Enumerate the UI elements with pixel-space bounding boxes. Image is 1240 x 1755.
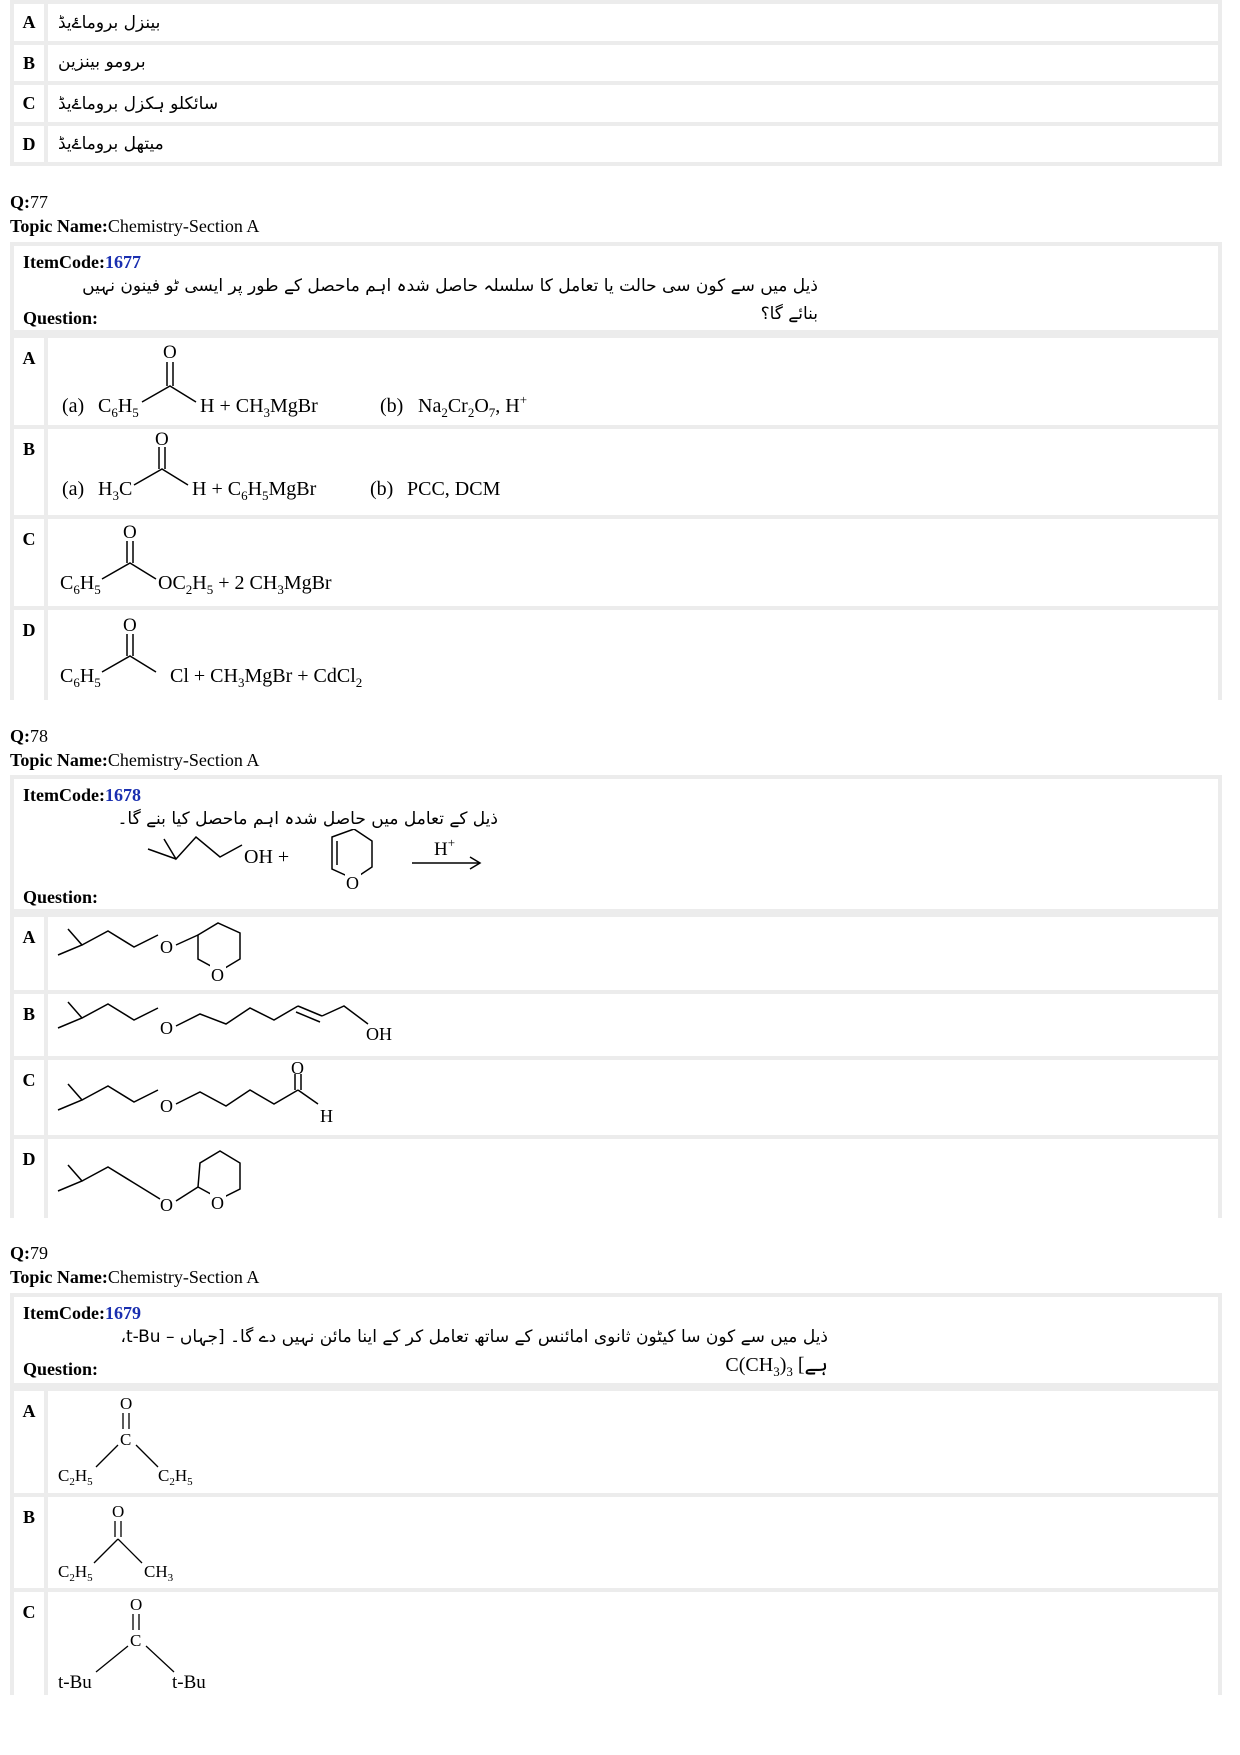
question-label: Question: <box>23 308 99 328</box>
svg-text:C: C <box>130 1631 142 1650</box>
q77-option-d[interactable] <box>14 610 1218 700</box>
svg-text:O: O <box>160 1195 173 1215</box>
question-label: Question: <box>23 1359 99 1379</box>
svg-text:OH: OH <box>366 1024 392 1044</box>
svg-text:(b): (b) <box>370 478 394 500</box>
svg-text:(a): (a) <box>62 478 85 500</box>
q78-question-box <box>10 775 1222 913</box>
topic-label: Topic Name: <box>10 1267 108 1287</box>
option-letter: A <box>22 1401 36 1421</box>
svg-text:O: O <box>155 429 169 450</box>
option-text: میتھل بروماۓیڈ <box>58 134 164 154</box>
svg-text:CH3: $CH_3$ <box>144 1562 174 1584</box>
question-text: ذیل میں سے کون سا کیٹون ثانوی امائنس کے ساتھ تعامل کر کے اینا مائن نہیں دے گا۔ [جہاں – t-Bu، ہے] $C(CH_3)_3$ <box>120 1327 828 1379</box>
item-code: ItemCode:1679 <box>23 1303 141 1323</box>
q78-header <box>10 724 259 772</box>
svg-text:H+: H+ <box>434 835 456 860</box>
svg-text:C6H5: $C_6H_5$ <box>60 665 101 690</box>
svg-text:O: O <box>160 1018 173 1038</box>
option-structure <box>50 1592 1220 1695</box>
q-number: 77 <box>30 192 48 212</box>
q-number-label: Q: <box>10 726 30 746</box>
q79-question-box <box>10 1293 1222 1387</box>
option-letter: D <box>22 1149 36 1169</box>
q79-option-a[interactable] <box>14 1391 1218 1493</box>
option-structure <box>50 1139 1220 1218</box>
option-structure <box>50 338 1220 425</box>
q78-option-a[interactable] <box>14 917 1218 990</box>
topic-name: Chemistry-Section A <box>107 1267 260 1287</box>
q-number-label: Q: <box>10 1243 30 1263</box>
option-structure <box>50 429 1220 515</box>
option-letter: A <box>22 12 36 32</box>
option-structure <box>50 1391 1220 1493</box>
q78-option-c[interactable] <box>14 1060 1218 1135</box>
svg-text:H + CH3MgBr: $H + CH_3MgBr$ <box>200 395 318 420</box>
q79-options <box>10 1387 1222 1695</box>
svg-text:Na2Cr2O7, H+: $Na_2Cr_2O_7$, H+ <box>418 392 528 420</box>
question-text: ذیل میں سے کون سی حالت یا تعامل کا سلسلہ حاصل شدہ اہم ماحصل کے طور پر ایسی ٹو فینون نہیں بنائے گا؟ <box>82 276 818 324</box>
svg-text:C2H5: $C_2H_5$ <box>58 1466 93 1488</box>
q76-options <box>10 0 1222 166</box>
option-letter: A <box>22 927 36 947</box>
q-number: 78 <box>30 726 48 746</box>
svg-text:O: O <box>123 522 137 543</box>
svg-text:O: O <box>211 1193 224 1213</box>
svg-text:t-Bu: t-Bu <box>58 1672 92 1693</box>
option-structure <box>50 917 1220 990</box>
q78-options <box>10 913 1222 1218</box>
option-letter: D <box>22 620 36 640</box>
svg-text:O: O <box>346 873 359 893</box>
q76-option-c[interactable] <box>14 85 1218 122</box>
question-text: ذیل کے تعامل میں حاصل شدہ اہم ماحصل کیا بنے گا۔ <box>117 809 498 829</box>
q76-option-d[interactable] <box>14 126 1218 162</box>
option-text: برومو بینزین <box>58 52 146 72</box>
q77-options <box>10 334 1222 700</box>
option-letter: B <box>22 53 35 73</box>
topic-label: Topic Name: <box>10 216 108 236</box>
svg-text:t-Bu: t-Bu <box>172 1672 206 1693</box>
option-letter: C <box>22 93 36 113</box>
svg-text:C2H5: $C_2H_5$ <box>58 1562 93 1584</box>
svg-text:O: O <box>163 342 177 363</box>
option-text: سائکلو ہکزل بروماۓیڈ <box>58 94 219 114</box>
svg-text:OC2H5 + 2 CH3MgBr: $OC_2H_5 + 2$ $CH_3MgBr$ <box>158 572 332 597</box>
svg-text:C2H5: $C_2H_5$ <box>158 1466 193 1488</box>
topic-label: Topic Name: <box>10 750 108 770</box>
option-letter: B <box>22 439 35 459</box>
q77-option-b[interactable] <box>14 429 1218 515</box>
svg-text:O: O <box>112 1502 125 1521</box>
option-letter: A <box>22 348 36 368</box>
option-structure <box>50 1060 1220 1135</box>
q76-option-b[interactable] <box>14 45 1218 81</box>
q79-header <box>10 1241 259 1289</box>
svg-text:OH +: OH + <box>244 846 290 868</box>
item-code: ItemCode:1677 <box>23 252 141 272</box>
svg-text:O: O <box>120 1394 133 1413</box>
option-structure <box>50 994 1220 1056</box>
q-number-label: Q: <box>10 192 30 212</box>
svg-text:C6H5: $C_6H_5$ <box>60 572 101 597</box>
option-letter: B <box>22 1507 35 1527</box>
q77-option-a[interactable] <box>14 338 1218 425</box>
topic-name: Chemistry-Section A <box>107 216 260 236</box>
q78-option-b[interactable] <box>14 994 1218 1056</box>
q78-option-d[interactable] <box>14 1139 1218 1218</box>
option-letter: C <box>22 1602 36 1622</box>
svg-text:(a): (a) <box>62 395 85 417</box>
svg-text:PCC, DCM: PCC, DCM <box>407 478 501 500</box>
q76-option-a[interactable] <box>14 4 1218 41</box>
svg-text:O: O <box>130 1595 143 1614</box>
option-text: بینزل بروماۓیڈ <box>58 13 161 33</box>
svg-text:C6H5: $C_6H_5$ <box>98 395 139 420</box>
q-number: 79 <box>30 1243 48 1263</box>
option-letter: D <box>22 134 36 154</box>
q79-option-b[interactable] <box>14 1497 1218 1588</box>
option-letter: C <box>22 1070 36 1090</box>
option-structure <box>50 519 1220 606</box>
q77-header <box>10 190 259 238</box>
svg-text:H + C6H5MgBr: $H + C_6H_5MgBr$ <box>192 478 317 503</box>
option-letter: C <box>22 529 36 549</box>
svg-text:O: O <box>123 615 137 636</box>
svg-text:O: O <box>291 1060 304 1078</box>
svg-text:H: H <box>320 1106 333 1126</box>
svg-text:H3C: $H_3C$ <box>98 478 133 503</box>
svg-text:O: O <box>160 1096 173 1116</box>
option-structure <box>50 610 1220 700</box>
svg-text:O: O <box>211 965 224 985</box>
reaction-scheme <box>144 829 504 901</box>
svg-text:O: O <box>160 937 173 957</box>
item-code: ItemCode:1678 <box>23 785 141 805</box>
topic-name: Chemistry-Section A <box>107 750 260 770</box>
question-label: Question: <box>23 887 99 907</box>
svg-text:C: C <box>120 1430 132 1449</box>
q79-option-c[interactable] <box>14 1592 1218 1695</box>
svg-text:Cl + CH3MgBr + CdCl2: $Cl + CH_3MgBr$ + CdCl$_2$ <box>170 665 363 690</box>
svg-text:(b): (b) <box>380 395 404 417</box>
q77-option-c[interactable] <box>14 519 1218 606</box>
option-letter: B <box>22 1004 35 1024</box>
q77-question-box <box>10 242 1222 334</box>
option-structure <box>50 1497 1220 1588</box>
